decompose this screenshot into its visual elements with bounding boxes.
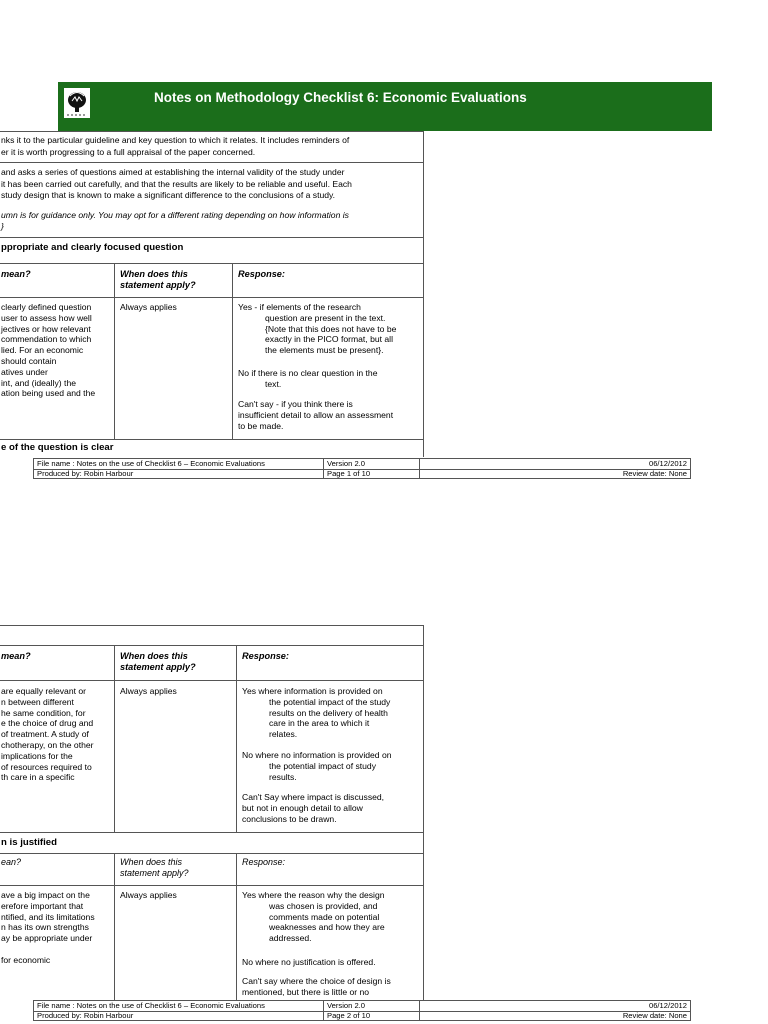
section-heading-row: [0, 439, 424, 457]
column-divider: [114, 646, 115, 832]
intro-line: study design that is known to make a significant difference to the conclusions of a study.: [1, 190, 336, 200]
intro-line: er it is worth progressing to a full appraisal of the paper concerned.: [1, 147, 256, 157]
column-divider: [232, 264, 233, 439]
response-no: No if there is no clear question in the text.: [238, 368, 378, 389]
page-footer: [33, 458, 691, 479]
meaning-text: are equally relevant or n between different he same condition, for e the choice of drug and of treatment. A study of chotherapy, on the other implications for the of resources required to th care in a specific: [1, 686, 94, 783]
footer-date: 06/12/2012: [648, 1001, 687, 1010]
footer-file-name: File name : Notes on the use of Checklist 6 – Economic Evaluations: [37, 459, 265, 468]
footer-produced-by: Produced by: Robin Harbour: [37, 1011, 134, 1020]
response-cant-say: Can't say where the choice of design is mentioned, but there is little or no: [242, 976, 391, 997]
guidance-table: [0, 853, 424, 1001]
column-divider: [114, 264, 115, 439]
col-header-applies: When does this statement apply?: [120, 269, 196, 290]
section-heading-row: [0, 237, 424, 264]
col-header-response: Response:: [242, 857, 286, 867]
intro-box-2: [0, 162, 424, 238]
response-yes: Yes - if elements of the research question are present in the text. {Note that this does not have to be exactly in the PICO format, but all the elements must be present}.: [238, 302, 397, 356]
column-divider: [236, 646, 237, 832]
footer-version: Version 2.0: [327, 459, 365, 468]
response-yes: Yes where the reason why the design was chosen is provided, and comments made on potential weaknesses and how they are addressed.: [242, 890, 385, 944]
col-header-meaning: mean?: [1, 269, 31, 279]
row-divider: [0, 297, 423, 298]
intro-line: }: [1, 221, 4, 231]
col-header-response: Response:: [242, 651, 289, 661]
column-divider: [236, 854, 237, 1002]
col-header-meaning: ean?: [1, 857, 22, 867]
footer-page-number: Page 1 of 10: [327, 469, 371, 478]
footer-version: Version 2.0: [327, 1001, 365, 1010]
meaning-text: clearly defined question user to assess how well jectives or how relevant commendation to which lied. For an economic should contain atives under int, and (ideally) the ation being used and the: [1, 302, 96, 399]
footer-review-date: Review date: None: [622, 469, 687, 478]
response-cant-say: Can't Say where impact is discussed, but not in enough detail to allow conclusions to be drawn.: [242, 792, 385, 824]
col-header-meaning: mean?: [1, 651, 31, 661]
applies-text: Always applies: [120, 890, 177, 900]
meaning-text: ave a big impact on the erefore important that ntified, and its limitations n has its own strengths ay be appropriate under for economic: [1, 890, 95, 965]
footer-page-number: Page 2 of 10: [327, 1011, 371, 1020]
response-no: No where no justification is offered.: [242, 957, 376, 967]
intro-box-1: [0, 131, 424, 163]
response-no: No where no information is provided on the potential impact of study results.: [242, 750, 392, 782]
applies-text: Always applies: [120, 686, 177, 696]
col-header-applies: When does this statement apply?: [120, 651, 196, 672]
intro-line: umn is for guidance only. You may opt for a different rating depending on how information is: [1, 210, 349, 220]
response-yes: Yes where information is provided on the potential impact of the study results on the delivery of health care in the area to which it relates.: [242, 686, 391, 740]
row-divider: [0, 680, 423, 681]
thistle-logo-icon: [64, 88, 90, 118]
guidance-table: [0, 263, 424, 440]
footer-produced-by: Produced by: Robin Harbour: [37, 469, 134, 478]
section-heading: n is justified: [1, 837, 57, 848]
intro-line: it has been carried out carefully, and that the results are likely to be reliable and useful. Each: [1, 179, 352, 189]
response-cant-say: Can't say - if you think there is insufficient detail to allow an assessment to be made.: [238, 399, 394, 431]
intro-line: nks it to the particular guideline and key question to which it relates. It includes reminders of: [1, 135, 350, 145]
section-heading: e of the question is clear: [1, 442, 114, 453]
intro-line: and asks a series of questions aimed at establishing the internal validity of the study under: [1, 167, 345, 177]
applies-text: Always applies: [120, 302, 177, 312]
section-heading: ppropriate and clearly focused question: [1, 242, 184, 253]
guidance-table: [0, 645, 424, 833]
page-title: Notes on Methodology Checklist 6: Economic Evaluations: [154, 90, 527, 105]
column-divider: [114, 854, 115, 1002]
table-top-row: [0, 625, 424, 646]
footer-file-name: File name : Notes on the use of Checklist 6 – Economic Evaluations: [37, 1001, 265, 1010]
footer-review-date: Review date: None: [622, 1011, 687, 1020]
section-heading-row: [0, 832, 424, 854]
row-divider: [0, 885, 423, 886]
col-header-response: Response:: [238, 269, 285, 279]
page-footer: [33, 1000, 691, 1021]
footer-date: 06/12/2012: [648, 459, 687, 468]
col-header-applies: When does this statement apply?: [120, 857, 189, 878]
